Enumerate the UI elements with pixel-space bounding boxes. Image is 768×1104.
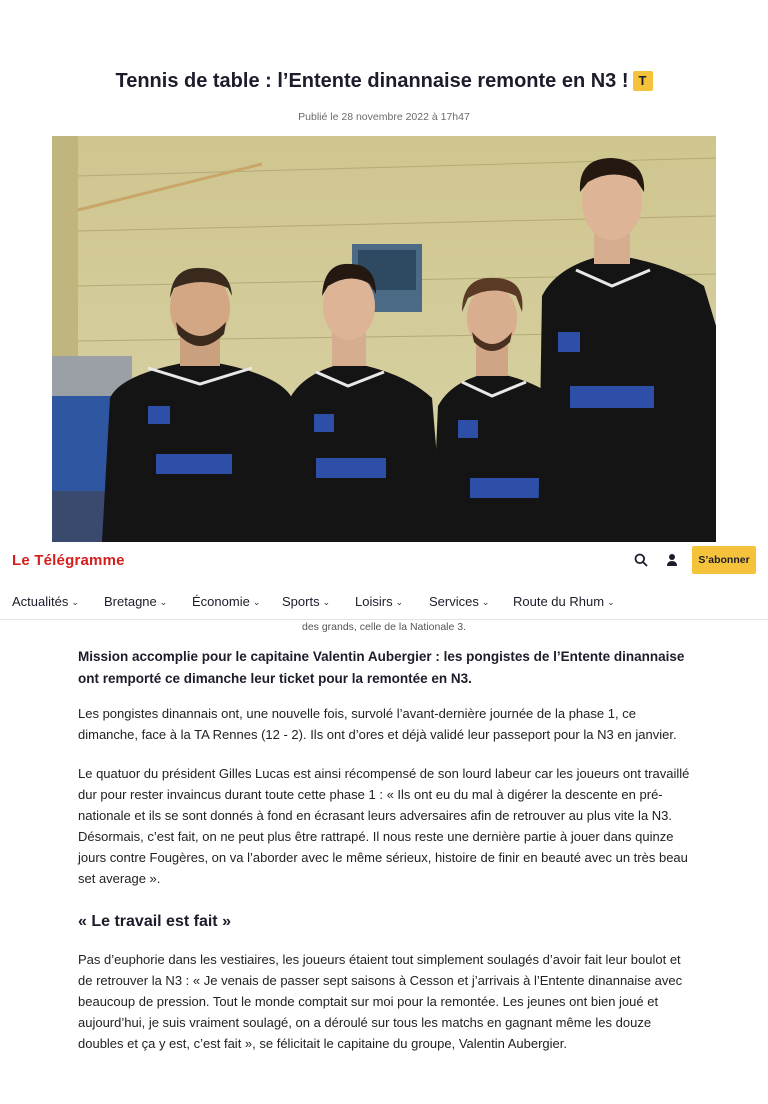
chevron-down-icon: ⌄ bbox=[607, 597, 615, 607]
nav-item-route-du-rhum[interactable] bbox=[513, 594, 615, 609]
nav-item-label: Actualités bbox=[12, 594, 69, 609]
article-lead: Mission accomplie pour le capitaine Valentin Aubergier : les pongistes de l’Entente dinannaise ont remporté ce dimanche leur ticket pour la remontée en N3. bbox=[78, 649, 685, 686]
site-header bbox=[0, 542, 768, 578]
user-icon[interactable] bbox=[665, 553, 679, 572]
nav-item-sports[interactable] bbox=[282, 594, 330, 609]
article-body bbox=[78, 646, 698, 1072]
article-title-text: Tennis de table : l’Entente dinannaise remonte en N3 ! bbox=[115, 70, 629, 92]
article-title bbox=[0, 70, 768, 93]
subscribe-button[interactable]: S’abonner bbox=[692, 546, 756, 574]
publication-date: Publié le 28 novembre 2022 à 17h47 bbox=[298, 111, 470, 123]
chevron-down-icon: ⌄ bbox=[159, 597, 168, 607]
main-nav bbox=[0, 583, 768, 620]
premium-badge: T bbox=[633, 71, 653, 91]
article-subheading: « Le travail est fait » bbox=[78, 913, 231, 930]
nav-item-label: Sports bbox=[282, 594, 320, 609]
nav-item-label: Loisirs bbox=[355, 594, 393, 609]
article-paragraph: Le quatuor du président Gilles Lucas est ainsi récompensé de son lourd labeur car les joueurs ont travaillé dur pour rester invaincus durant toute cette phase 1 : « Ils ont eu du mal à digérer la descente en pré-nationale et ils se sont donnés à fond en écrasant leurs adversaires afin de retrouver au plus vite la N3. Désormais, c’est fait, on ne peut plus être rattrapé. Il nous reste une dernière partie à jouer dans quinze jours contre Fougères, on va l’aborder avec le même sérieux, histoire de finir en beauté avec un très beau set average ». bbox=[78, 766, 690, 886]
nav-item-economie[interactable] bbox=[192, 594, 260, 609]
nav-item-label: Bretagne bbox=[104, 594, 157, 609]
photo-caption: des grands, celle de la Nationale 3. bbox=[301, 621, 467, 633]
nav-item-label: Route du Rhum bbox=[513, 594, 605, 609]
chevron-down-icon: ⌄ bbox=[71, 597, 79, 607]
chevron-down-icon: ⌄ bbox=[481, 597, 490, 607]
nav-item-loisirs[interactable] bbox=[355, 594, 403, 609]
nav-item-services[interactable] bbox=[429, 594, 489, 609]
article-photo bbox=[52, 136, 716, 542]
chevron-down-icon: ⌄ bbox=[252, 597, 261, 607]
nav-item-label: Économie bbox=[192, 594, 250, 609]
nav-item-label: Services bbox=[429, 594, 479, 609]
article-paragraph: Les pongistes dinannais ont, une nouvelle fois, survolé l’avant-dernière journée de la phase 1, ce dimanche, face à la TA Rennes (12 - 2). Ils ont d’ores et déjà validé leur passeport pour la N3 en janvier. bbox=[78, 706, 677, 742]
chevron-down-icon: ⌄ bbox=[322, 597, 331, 607]
search-icon[interactable] bbox=[634, 553, 648, 572]
article-paragraph: Pas d’euphorie dans les vestiaires, les joueurs étaient tout simplement soulagés d’avoir fait leur boulot et de retrouver la N3 : « Je venais de passer sept saisons à Cesson et j’arrivais à l’Entente dinannaise avec beaucoup de pression. Tout le monde comptait sur moi pour la remontée. Les jeunes ont bien joué et aujourd’hui, je suis vraiment soulagé, on a déroulé sur tous les matchs en gagnant même les douze doubles et ça y est, c’est fait », se félicitait le capitaine du groupe, Valentin Aubergier. bbox=[78, 952, 683, 1051]
nav-item-bretagne[interactable] bbox=[104, 594, 167, 609]
team-photo-illustration bbox=[52, 136, 716, 542]
chevron-down-icon: ⌄ bbox=[395, 597, 404, 607]
site-logo[interactable]: Le Télégramme bbox=[12, 552, 125, 569]
nav-item-actualites[interactable] bbox=[12, 594, 79, 609]
